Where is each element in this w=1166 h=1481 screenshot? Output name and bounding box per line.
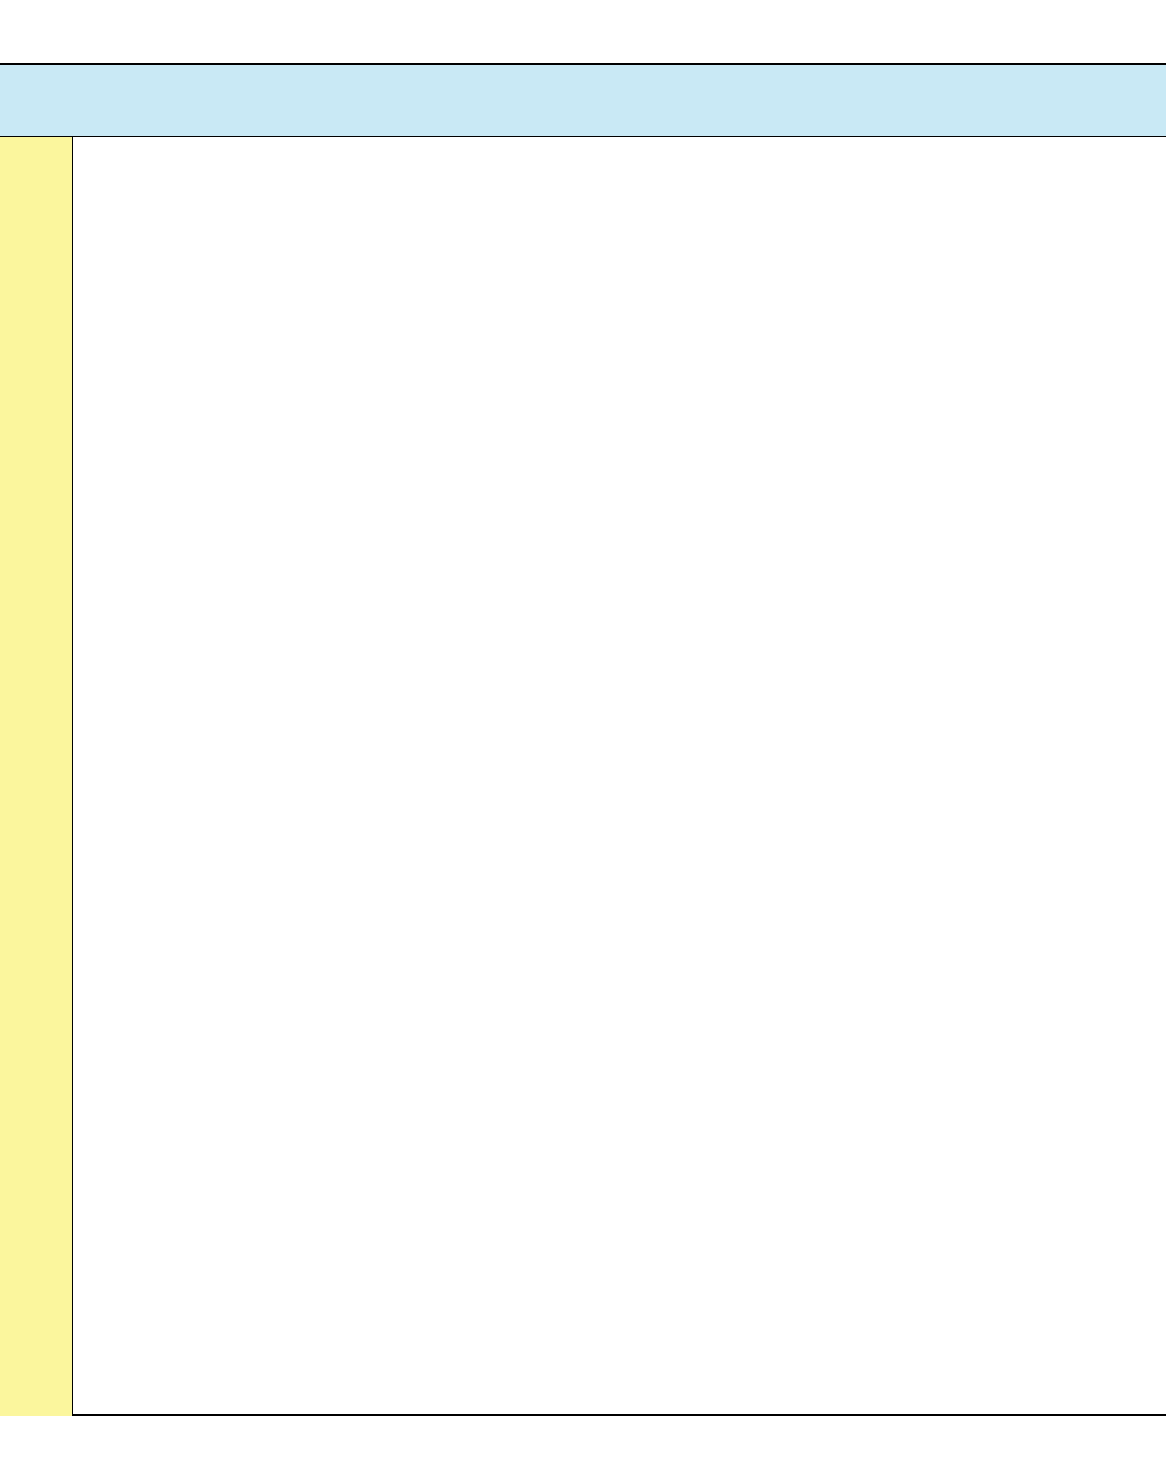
table-header: [0, 65, 1166, 137]
data-table: [0, 63, 1166, 1416]
region-column: [0, 137, 73, 1416]
